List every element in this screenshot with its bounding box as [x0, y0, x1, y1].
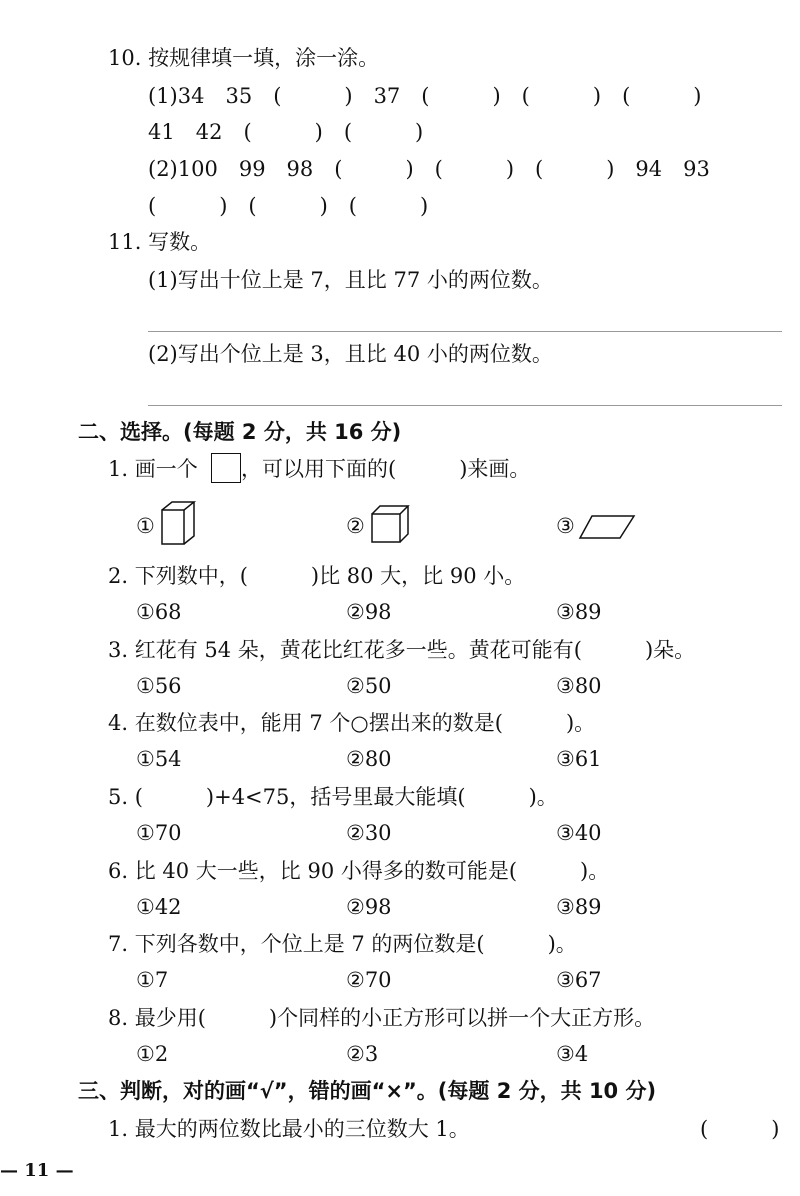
option-1: ①68	[136, 600, 182, 624]
answer-line-2	[148, 405, 782, 406]
option-3: ③89	[556, 600, 602, 624]
q11-part-2: (2)写出个位上是 3，且比 40 小的两位数。	[148, 342, 553, 366]
square-shape-icon	[211, 453, 241, 483]
q10-sequence-1-row-1: (1)34 35 ( ) 37 ( ) ( ) ( )	[148, 84, 702, 108]
option-2: ②98	[346, 600, 392, 624]
page-number: — 11 —	[0, 1160, 74, 1181]
section-3-heading: 三、判断，对的画“√”，错的画“×”。(每题 2 分，共 10 分)	[78, 1079, 657, 1103]
question-stem: 6. 比 40 大一些，比 90 小得多的数可能是( )。	[108, 859, 610, 883]
option-2: ②98	[346, 895, 392, 919]
option-3: ③80	[556, 674, 602, 698]
option-1: ①2	[136, 1042, 169, 1066]
question-stem: 2. 下列数中，( )比 80 大，比 90 小。	[108, 564, 526, 588]
option-2: ②30	[346, 821, 392, 845]
cube-icon	[370, 504, 412, 546]
answer-line-1	[148, 331, 782, 332]
rectangular-prism-icon	[160, 500, 200, 548]
p2-q1-stem-a: 1. 画一个	[108, 457, 198, 481]
option-3: ③61	[556, 747, 602, 771]
question-stem: 8. 最少用( )个同样的小正方形可以拼一个大正方形。	[108, 1006, 656, 1030]
option-1: ①7	[136, 968, 169, 992]
option-3: ③4	[556, 1042, 589, 1066]
p2-q1-option-2: ②	[346, 514, 365, 538]
q10-sequence-2-row-2: ( ) ( ) ( )	[148, 194, 429, 218]
option-1: ①70	[136, 821, 182, 845]
question-stem: 7. 下列各数中，个位上是 7 的两位数是( )。	[108, 932, 577, 956]
q11-part-1: (1)写出十位上是 7，且比 77 小的两位数。	[148, 268, 553, 292]
question-stem: 5. ( )+4<75，括号里最大能填( )。	[108, 785, 558, 809]
q10-title: 10. 按规律填一填，涂一涂。	[108, 46, 380, 70]
option-2: ②80	[346, 747, 392, 771]
section-2-heading: 二、选择。(每题 2 分，共 16 分)	[78, 420, 402, 444]
option-3: ③67	[556, 968, 602, 992]
q11-title: 11. 写数。	[108, 230, 212, 254]
option-1: ①54	[136, 747, 182, 771]
option-2: ②3	[346, 1042, 379, 1066]
p3-question-1: 1. 最大的两位数比最小的三位数大 1。	[108, 1117, 470, 1141]
option-3: ③40	[556, 821, 602, 845]
q10-sequence-1-row-2: 41 42 ( ) ( )	[148, 120, 424, 144]
question-stem: 4. 在数位表中，能用 7 个○摆出来的数是( )。	[108, 711, 596, 735]
option-1: ①56	[136, 674, 182, 698]
option-2: ②70	[346, 968, 392, 992]
option-2: ②50	[346, 674, 392, 698]
q10-sequence-2-row-1: (2)100 99 98 ( ) ( ) ( ) 94 93	[148, 157, 710, 181]
option-1: ①42	[136, 895, 182, 919]
question-stem: 3. 红花有 54 朵，黄花比红花多一些。黄花可能有( )朵。	[108, 638, 696, 662]
p2-q1-stem-b: ，可以用下面的( )来画。	[241, 457, 531, 481]
p3-answer-blank: ( )	[700, 1117, 780, 1141]
parallelogram-icon	[578, 514, 636, 540]
p2-q1-option-3: ③	[556, 514, 575, 538]
p2-q1-option-1: ①	[136, 514, 155, 538]
option-3: ③89	[556, 895, 602, 919]
